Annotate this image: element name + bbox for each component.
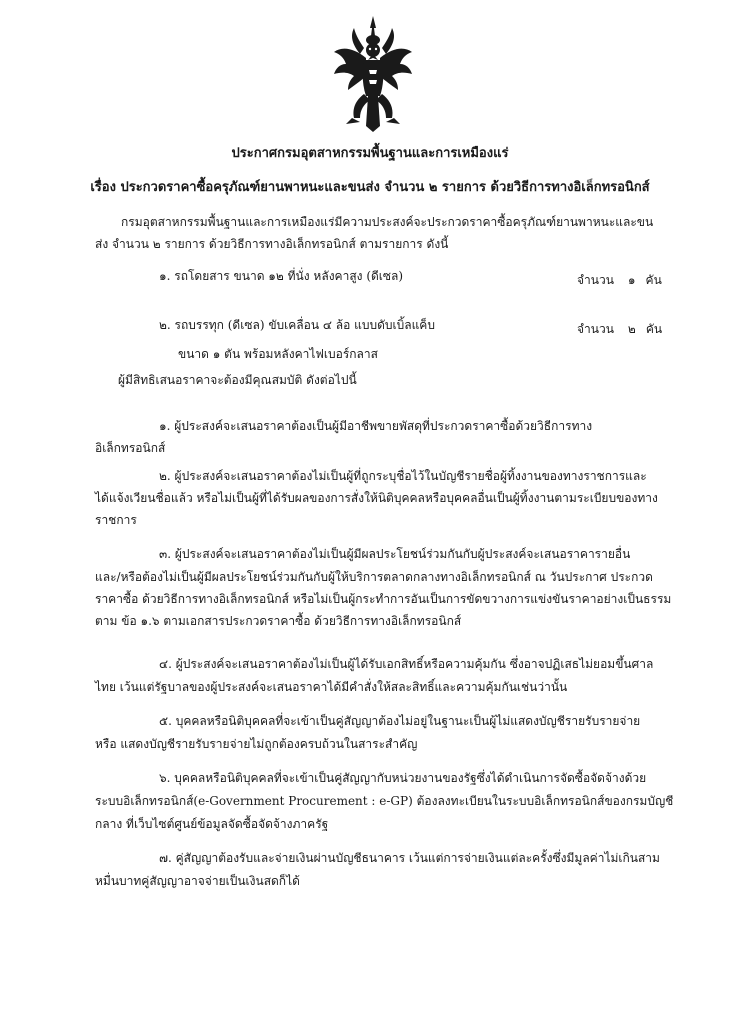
item-1-quantity	[577, 271, 662, 290]
condition-6: ๖. บุคคลหรือนิติบุคคลที่จะเข้าเป็นคู่สัญญากับหน่วยงานของรัฐซึ่งได้ดำเนินการจัดซื้อจัดจ้างด้วย	[159, 771, 647, 785]
qualifications-heading: ผู้มีสิทธิเสนอราคาจะต้องมีคุณสมบัติ ดังต่อไปนี้	[118, 373, 357, 387]
item-2-description: ๒. รถบรรทุก (ดีเซล) ขับเคลื่อน ๔ ล้อ แบบดับเบิ้ลแค็บ	[159, 318, 435, 332]
condition-6-cont: ระบบอิเล็กทรอนิกส์(e-Government Procurement : e-GP) ต้องลงทะเบียนในระบบอิเล็กทรอนิกส์ของกรมบัญชี	[95, 794, 674, 808]
condition-2-cont: ราชการ	[95, 513, 137, 527]
garuda-emblem-icon	[330, 14, 416, 134]
condition-4-cont: ไทย เว้นแต่รัฐบาลของผู้ประสงค์จะเสนอราคาได้มีคำสั่งให้สละสิทธิ์และความคุ้มกันเช่นว่านั้น	[95, 680, 568, 694]
condition-5: ๕. บุคคลหรือนิติบุคคลที่จะเข้าเป็นคู่สัญญาต้องไม่อยู่ในฐานะเป็นผู้ไม่แสดงบัญชีรายรับรายจ่าย	[159, 714, 641, 728]
quantity-value: ๒	[627, 322, 636, 336]
condition-3-cont: ราคาซื้อ ด้วยวิธีการทางอิเล็กทรอนิกส์ หรือไม่เป็นผู้กระทำการอันเป็นการขัดขวางการแข่งขันราคาอย่างเป็นธรรม	[95, 592, 672, 606]
condition-3: ๓. ผู้ประสงค์จะเสนอราคาต้องไม่เป็นผู้มีผลประโยชน์ร่วมกันกับผู้ประสงค์จะเสนอราคารายอื่น	[159, 547, 631, 561]
intro-line: กรมอุตสาหกรรมพื้นฐานและการเหมืองแร่มีความประสงค์จะประกวดราคาซื้อครุภัณฑ์ยานพาหนะและขน	[121, 215, 654, 229]
announcement-title: ประกาศกรมอุตสาหกรรมพื้นฐานและการเหมืองแร่	[231, 146, 509, 161]
condition-2-cont: ได้แจ้งเวียนชื่อแล้ว หรือไม่เป็นผู้ที่ได้รับผลของการสั่งให้นิติบุคคลหรือบุคคลอื่นเป็นผู้ทิ้งงานตามระเบียบของทาง	[95, 491, 658, 505]
quantity-unit: คัน	[645, 322, 663, 336]
condition-1: ๑. ผู้ประสงค์จะเสนอราคาต้องเป็นผู้มีอาชีพขายพัสดุที่ประกวดราคาซื้อด้วยวิธีการทาง	[159, 419, 593, 433]
condition-5-cont: หรือ แสดงบัญชีรายรับรายจ่ายไม่ถูกต้องครบถ้วนในสาระสำคัญ	[95, 737, 418, 751]
quantity-unit: คัน	[645, 273, 662, 287]
announcement-subject: เรื่อง ประกวดราคาซื้อครุภัณฑ์ยานพาหนะและขนส่ง จำนวน ๒ รายการ ด้วยวิธีการทางอิเล็กทรอนิกส์	[90, 180, 650, 195]
condition-7: ๗. คู่สัญญาต้องรับและจ่ายเงินผ่านบัญชีธนาคาร เว้นแต่การจ่ายเงินแต่ละครั้งซึ่งมีมูลค่าไม่เกินสาม	[159, 851, 660, 865]
quantity-value: ๑	[627, 273, 636, 287]
intro-line: ส่ง จำนวน ๒ รายการ ด้วยวิธีการทางอิเล็กทรอนิกส์ ตามรายการ ดังนี้	[95, 237, 449, 251]
condition-6-cont: กลาง ที่เว็บไซต์ศูนย์ข้อมูลจัดซื้อจัดจ้างภาครัฐ	[95, 817, 329, 831]
condition-4: ๔. ผู้ประสงค์จะเสนอราคาต้องไม่เป็นผู้ได้รับเอกสิทธิ์หรือความคุ้มกัน ซึ่งอาจปฏิเสธไม่ยอมขึ้นศาล	[159, 657, 654, 671]
condition-3-cont: และ/หรือต้องไม่เป็นผู้มีผลประโยชน์ร่วมกันกับผู้ให้บริการตลาดกลางทางอิเล็กทรอนิกส์ ณ วันประกาศ ประกวด	[95, 570, 653, 584]
item-2-description-cont: ขนาด ๑ ตัน พร้อมหลังคาไฟเบอร์กลาส	[178, 347, 378, 361]
quantity-label: จำนวน	[577, 273, 614, 287]
condition-2: ๒. ผู้ประสงค์จะเสนอราคาต้องไม่เป็นผู้ที่ถูกระบุชื่อไว้ในบัญชีรายชื่อผู้ทิ้งงานของทางราชการและ	[159, 469, 647, 483]
condition-3-cont: ตาม ข้อ ๑.๖ ตามเอกสารประกวดราคาซื้อ ด้วยวิธีการทางอิเล็กทรอนิกส์	[95, 614, 462, 628]
condition-7-cont: หมื่นบาทคู่สัญญาอาจจ่ายเป็นเงินสดก็ได้	[95, 874, 300, 888]
condition-1-cont: อิเล็กทรอนิกส์	[95, 441, 166, 455]
quantity-label: จำนวน	[577, 322, 614, 336]
item-1-description: ๑. รถโดยสาร ขนาด ๑๒ ที่นั่ง หลังคาสูง (ดีเซล)	[159, 269, 404, 283]
item-2-quantity	[577, 320, 662, 339]
